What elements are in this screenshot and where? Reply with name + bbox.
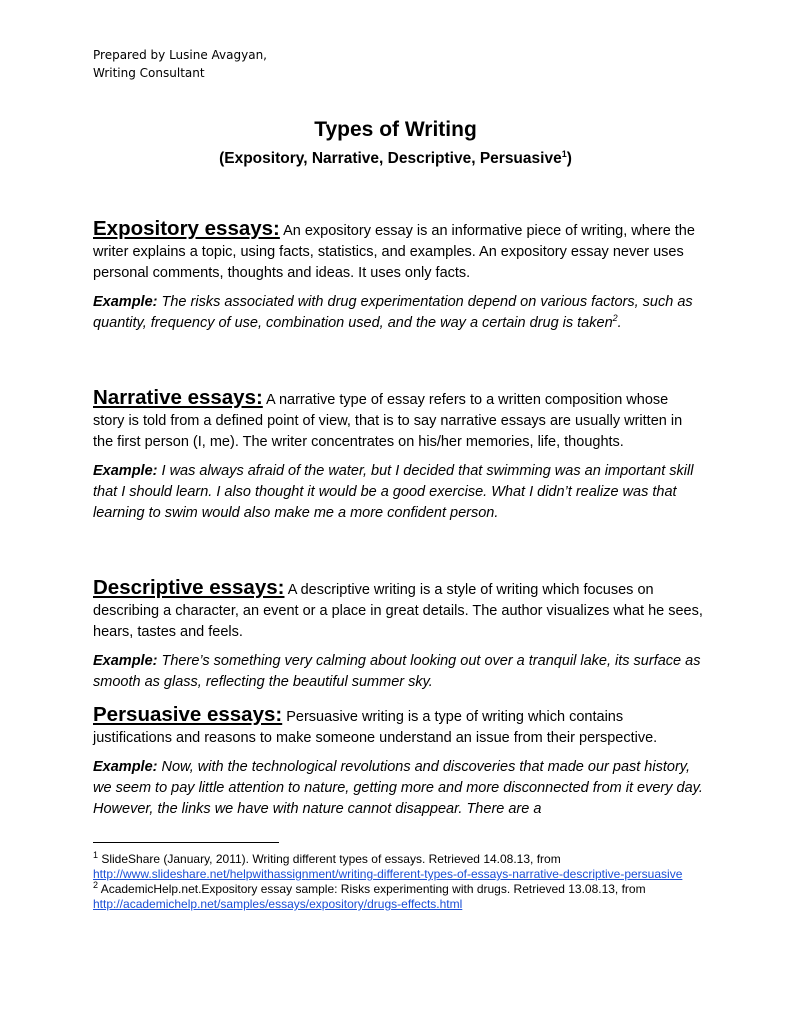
- subtitle-close: ): [566, 150, 572, 167]
- section-heading: Descriptive essays:: [93, 576, 285, 599]
- footnote-number: 2: [93, 880, 99, 890]
- footnote-ref-2[interactable]: 2: [612, 313, 618, 324]
- example-label: Example:: [93, 294, 158, 310]
- footnote-ref-1[interactable]: 1: [561, 148, 567, 159]
- section-paragraph: [93, 218, 703, 284]
- section-heading: Narrative essays:: [93, 386, 263, 409]
- section-body: A descriptive writing is a style of writing which focuses on describing a character, an event or a place in great details. The author visualizes what he sees, hears, tastes and feels.: [93, 582, 703, 640]
- section-example: [93, 757, 703, 820]
- page-title: Types of Writing: [314, 118, 477, 141]
- footnote-1: [93, 852, 703, 882]
- footnote-text: SlideShare (January, 2011). Writing different types of essays. Retrieved 14.08.13, from: [98, 852, 561, 866]
- example-label: Example:: [93, 463, 158, 479]
- section-paragraph: [93, 387, 703, 453]
- section-expository: [93, 218, 703, 334]
- section-heading: Expository essays:: [93, 217, 280, 240]
- footnote-text: AcademicHelp.net.Expository essay sample: Risks experimenting with drugs. Retrieved 13.08.13, from: [98, 882, 646, 896]
- page-subtitle: [0, 149, 791, 169]
- prepared-by-line-1: Prepared by Lusine Avagyan,: [93, 48, 267, 62]
- section-example: [93, 651, 703, 693]
- footnote-link[interactable]: http://academichelp.net/samples/essays/expository/drugs-effects.html: [93, 897, 463, 911]
- example-text: Now, with the technological revolutions and discoveries that made our past history, we seem to pay little attention to nature, getting more and more disconnected from it every day. However, the links we have with nature cannot disappear. There are a: [93, 759, 703, 817]
- subtitle-text: (Expository, Narrative, Descriptive, Persuasive: [219, 150, 562, 167]
- section-paragraph: [93, 577, 703, 643]
- example-label: Example:: [93, 759, 158, 775]
- section-example: [93, 461, 703, 524]
- section-body: Persuasive writing is a type of writing which contains justifications and reasons to make someone understand an issue from their perspective.: [93, 709, 658, 746]
- example-text: There’s something very calming about looking out over a tranquil lake, its surface as smooth as glass, reflecting the beautiful summer sky.: [93, 653, 701, 690]
- footnote-number: 1: [93, 850, 99, 860]
- section-narrative: [93, 387, 703, 524]
- section-paragraph: [93, 704, 703, 749]
- example-text: I was always afraid of the water, but I decided that swimming was an important skill that I should learn. I also thought it would be a good exercise. What I didn’t realize was that learning to swim would also make me a more confident person.: [93, 463, 694, 521]
- footnotes: [93, 852, 703, 912]
- example-end: .: [617, 315, 622, 331]
- prepared-by-line-2: Writing Consultant: [93, 66, 205, 80]
- example-text: The risks associated with drug experimentation depend on various factors, such as quantity, frequency of use, combination used, and the way a certain drug is taken: [93, 294, 693, 331]
- section-body: An expository essay is an informative piece of writing, where the writer explains a topic, using facts, statistics, and examples. An expository essay never uses personal comments, thoughts and ideas. It uses only facts.: [93, 223, 695, 281]
- section-heading: Persuasive essays:: [93, 703, 283, 726]
- footnote-2: [93, 882, 703, 912]
- section-example: [93, 292, 703, 334]
- footnote-separator: [93, 842, 279, 843]
- example-label: Example:: [93, 653, 158, 669]
- section-descriptive: [93, 577, 703, 693]
- footnote-link[interactable]: http://www.slideshare.net/helpwithassignment/writing-different-types-of-essays-narrative-descriptive-persuasive: [93, 867, 683, 881]
- prepared-by: [93, 46, 267, 82]
- section-body: A narrative type of essay refers to a written composition whose story is told from a defined point of view, that is to say narrative essays are usually written in the first person (I, me). The writer concentrates on his/her memories, life, thoughts.: [93, 392, 683, 450]
- section-persuasive: [93, 704, 703, 820]
